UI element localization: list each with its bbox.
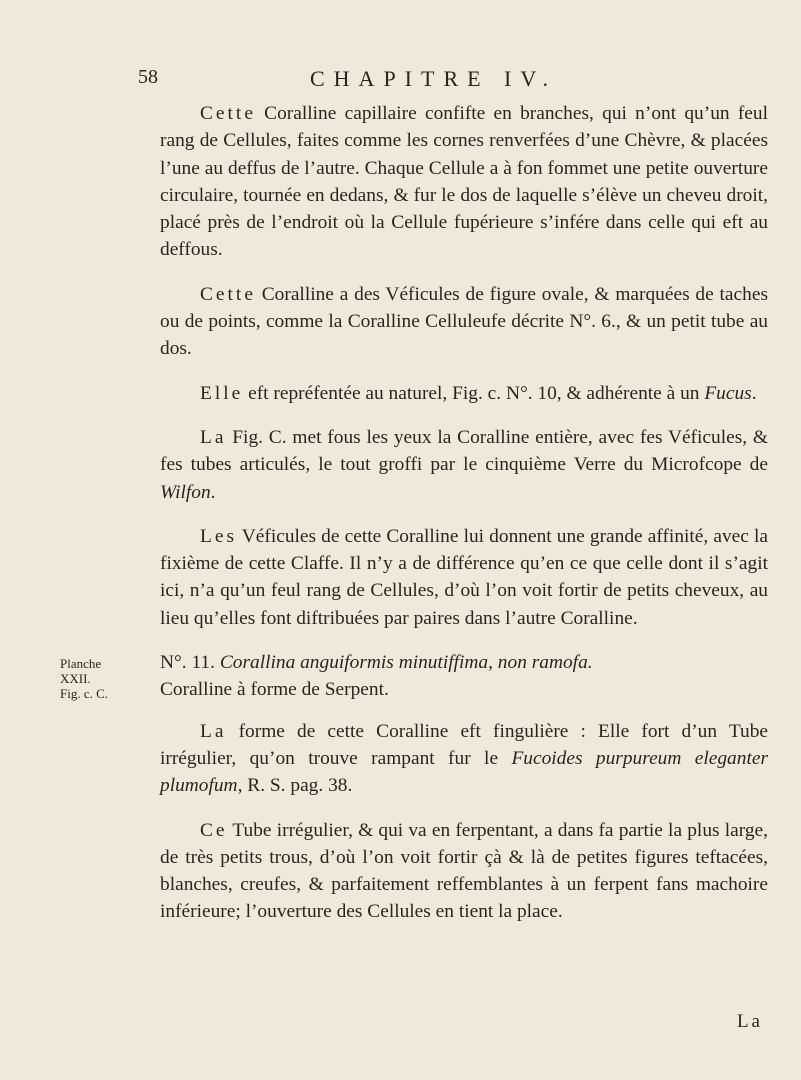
paragraph-3 [160, 380, 768, 407]
paragraph-lead: La [200, 426, 227, 448]
page-body [160, 100, 768, 943]
paragraph-text: Tube irrégulier, & qui va en ferpentant, a dans fa partie la plus large, de très petits trous, d’où l’on voit fortir çà & là de petites figures teftacées, blanches, creufes, & parfaitement reffemblantes à un ferpent fans machoire inférieure; l’ouverture des Cellules en tient la place. [160, 819, 768, 923]
paragraph-text: Véficules de cette Coralline lui donnent une grande affinité, avec la fixième de cette Claffe. Il n’y a de différence qu’en ce que celle dont il s’agit ici, n’a qu’un feul rang de Cellules, d’où l’on voit fortir de petits cheveux, au lieu qu’elles font diftribuées par paires dans l’autre Coralline. [160, 525, 768, 629]
paragraph-text: Fig. C. met fous les yeux la Coralline entière, avec fes Véficules, & fes tubes articulés, le tout groffi par le cinquième Verre du Microfcope de [160, 426, 768, 476]
chapter-title: CHAPITRE IV. [310, 66, 557, 91]
margin-note [60, 656, 130, 701]
paragraph-tail: . [751, 382, 757, 404]
margin-figure-ref: Fig. c. C. [60, 686, 109, 701]
margin-plate-number: XXII. [60, 671, 91, 686]
page-number: 58 [138, 66, 158, 88]
species-latin-name: Corallina anguiformis minutiffima, non ramofa. [219, 652, 593, 674]
paragraph-5 [160, 523, 768, 632]
species-heading [160, 649, 768, 676]
paragraph-text: Coralline a des Véficules de figure ovale, & marquées de taches ou de points, comme la Coralline Celluleufe décrite N°. 6., & un petit tube au dos. [160, 283, 768, 360]
paragraph-lead: Cette [200, 283, 256, 305]
paragraph-lead: Les [200, 525, 237, 547]
paragraph-text: forme de cette Coralline eft fingulière : Elle fort d’un Tube irrégulier, qu’on trouve rampant fur le [160, 720, 768, 769]
paragraph-2 [160, 281, 768, 363]
paragraph-italic: Wilfon [160, 481, 211, 503]
paragraph-lead: Ce [200, 819, 228, 841]
catchword: La [736, 1011, 763, 1032]
paragraph-lead: Elle [200, 382, 244, 404]
paragraph-7 [160, 817, 768, 926]
paragraph-1 [160, 100, 768, 264]
species-entry [160, 649, 768, 704]
species-french-name: Coralline à forme de Serpent. [160, 679, 389, 701]
species-number: N°. 11. [160, 652, 215, 674]
paragraph-text: Coralline capillaire confifte en branches, qui n’ont qu’un feul rang de Cellules, faites comme les cornes renverfées d’une Chèvre, & placées l’une au deffus de l’autre. Chaque Cellule a à fon fommet une petite ouverture circulaire, tournée en dedans, & fur le dos de laquelle s’élève un cheveu droit, placé près de l’endroit où la Cellule fupérieure s’infére dans celle qui eft au deffous. [160, 103, 768, 261]
paragraph-lead: Cette [200, 103, 256, 124]
paragraph-italic: Fucoides purpureum eleganter plumofum [160, 747, 768, 797]
paragraph-tail: , R. S. pag. 38. [237, 775, 353, 797]
paragraph-text: eft repréfentée au naturel, Fig. c. N°. 10, & adhérente à un [243, 382, 705, 404]
paragraph-tail: . [210, 481, 216, 503]
paragraph-4 [160, 424, 768, 506]
paragraph-lead: La [200, 720, 227, 742]
running-header [120, 66, 720, 96]
paragraph-6 [160, 718, 768, 800]
margin-planche: Planche [60, 656, 102, 671]
paragraph-italic: Fucus [704, 382, 752, 404]
